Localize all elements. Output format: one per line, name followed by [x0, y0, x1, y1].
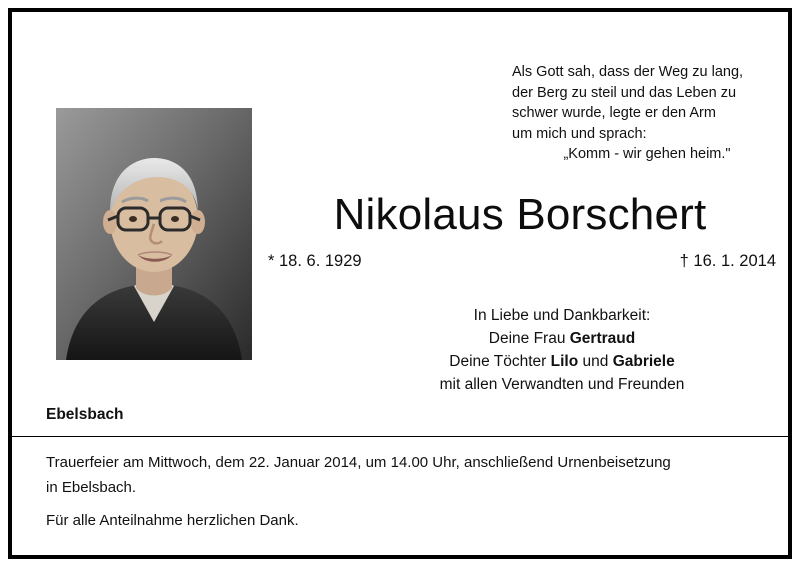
obituary-content	[12, 12, 788, 555]
family-intro: In Liebe und Dankbarkeit:	[473, 307, 651, 324]
family-wife-prefix: Deine Frau	[488, 330, 570, 347]
horizontal-divider	[12, 436, 788, 437]
verse-line-4: um mich und sprach:	[512, 125, 647, 142]
family-block	[342, 304, 782, 396]
death-date: † 16. 1. 2014	[679, 252, 776, 270]
family-wife-line	[342, 327, 782, 350]
life-dates	[264, 250, 780, 272]
thanks-line: Für alle Anteilnahme herzlichen Dank.	[46, 512, 299, 529]
funeral-line-2: in Ebelsbach.	[46, 479, 137, 496]
place-name: Ebelsbach	[46, 406, 124, 423]
birth-date: * 18. 6. 1929	[268, 252, 362, 270]
portrait-illustration	[56, 108, 252, 360]
verse-line-5: „Komm - wir gehen heim."	[563, 146, 731, 162]
family-daughter-2: Gabriele	[612, 353, 675, 370]
obituary-frame	[8, 8, 792, 559]
verse-line-2: der Berg zu steil und das Leben zu	[512, 84, 737, 101]
family-relatives-line: mit allen Verwandten und Freunden	[439, 376, 685, 393]
memorial-verse	[512, 62, 782, 165]
funeral-line-1: Trauerfeier am Mittwoch, dem 22. Januar 2014, um 14.00 Uhr, anschließend Urnenbeisetzung	[46, 454, 671, 471]
funeral-details	[46, 450, 756, 533]
footer-spacer	[46, 500, 756, 508]
family-daughters-prefix: Deine Töchter	[449, 353, 551, 370]
verse-line-3: schwer wurde, legte er den Arm	[512, 105, 716, 121]
verse-line-1: Als Gott sah, dass der Weg zu lang,	[512, 64, 744, 80]
family-daughters-line	[342, 350, 782, 373]
family-wife-name: Gertraud	[569, 330, 636, 347]
family-daughters-conjunction: und	[578, 353, 613, 370]
family-daughter-1: Lilo	[550, 353, 579, 370]
portrait-photo	[56, 108, 252, 360]
deceased-name: Nikolaus Borschert	[333, 190, 707, 239]
